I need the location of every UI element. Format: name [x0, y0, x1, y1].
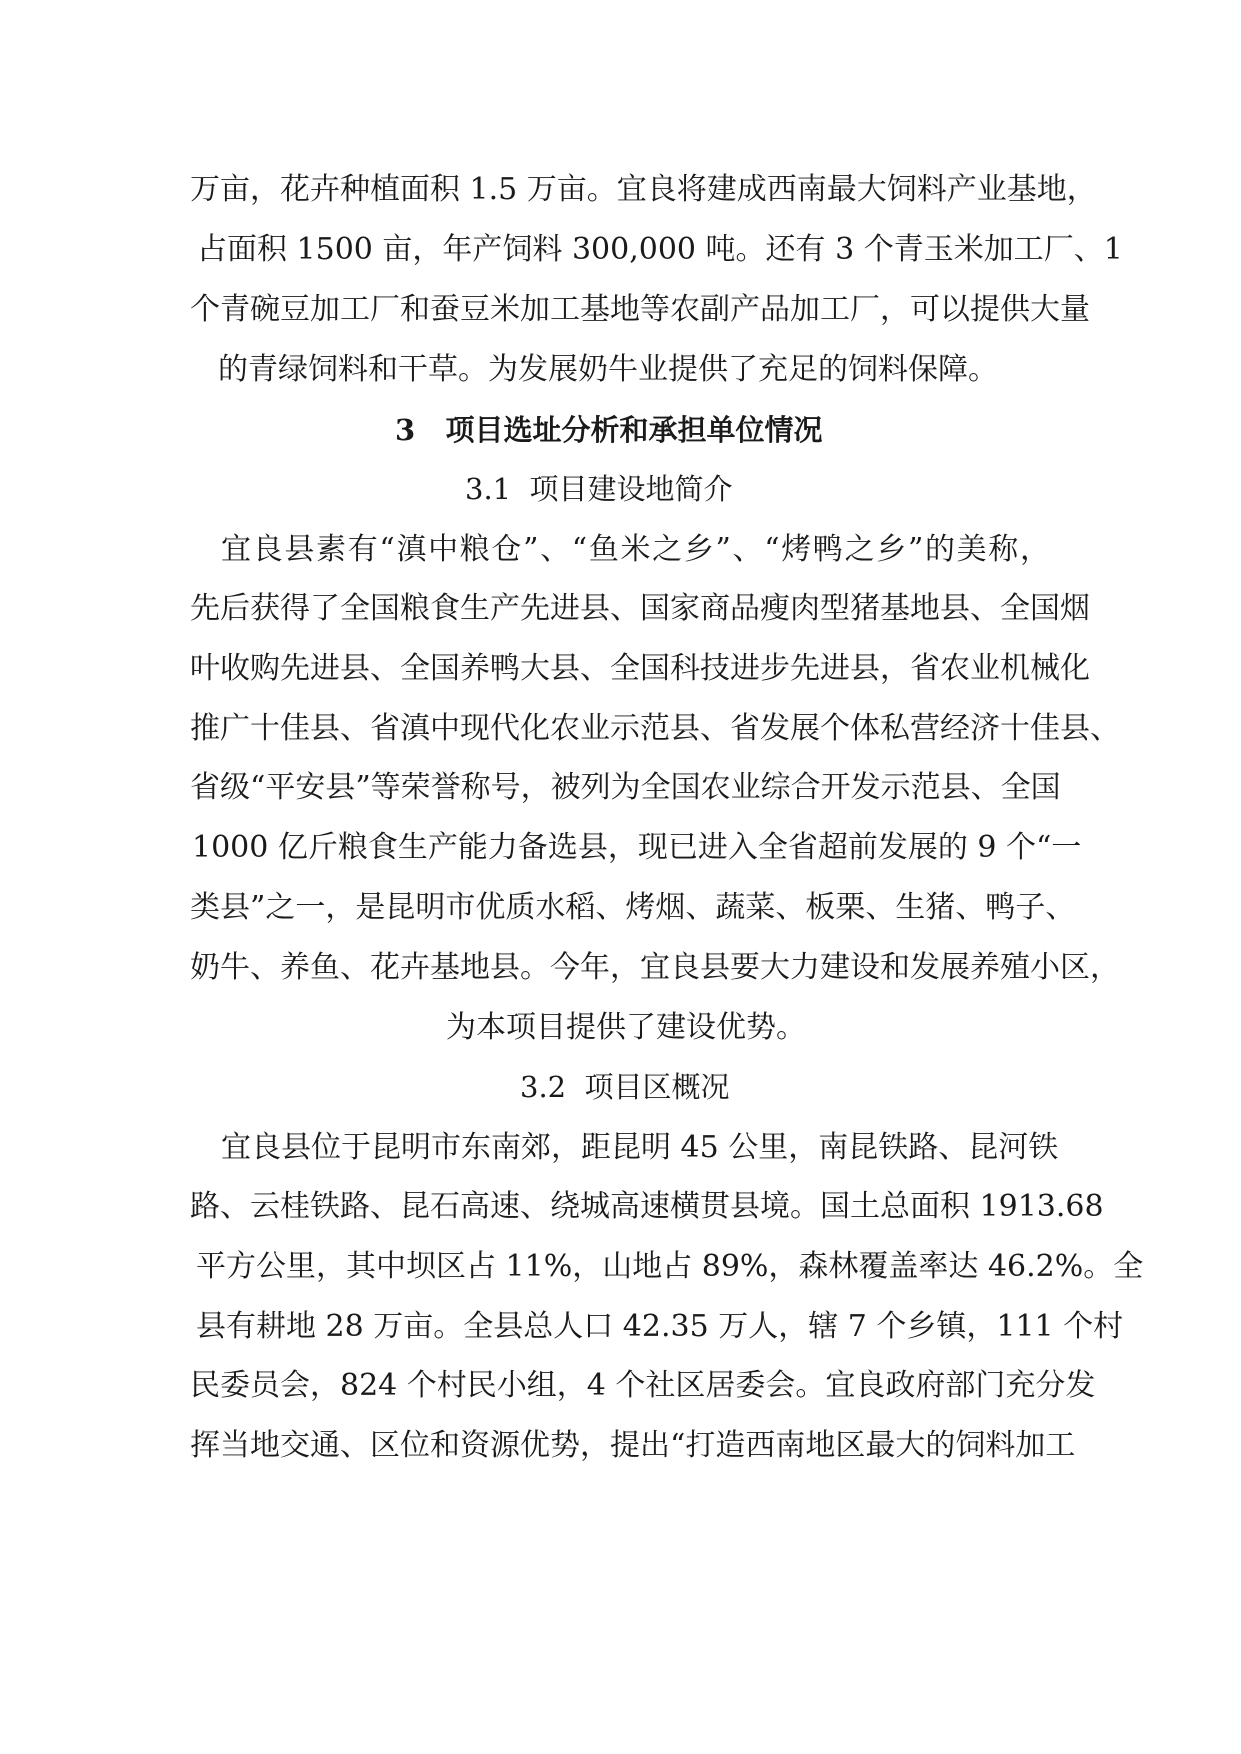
paragraph-line [0, 530, 1241, 570]
line-text: 宜良县素有“滇中粮仓”、“鱼米之乡”、“烤鸭之乡”的美称， [221, 532, 1050, 567]
line-text: 路、云桂铁路、昆石高速、绕城高速横贯县境。国土总面积 1913.68 [190, 1189, 1104, 1224]
line-text: 的青绿饲料和干草。为发展奶牛业提供了充足的饲料保障。 [218, 352, 998, 387]
paragraph-line [0, 649, 1241, 689]
paragraph-line [0, 948, 1241, 988]
line-text: 县有耕地 28 万亩。全县总人口 42.35 万人，辖 7 个乡镇，111 个村 [196, 1309, 1124, 1344]
paragraph-line [0, 828, 1241, 868]
line-text: 推广十佳县、省滇中现代化农业示范县、省发展个体私营经济十佳县、 [190, 711, 1120, 746]
heading-text: 3 项目选址分析和承担单位情况 [395, 413, 823, 447]
line-text: 民委员会，824 个村民小组，4 个社区居委会。宜良政府部门充分发 [190, 1368, 1096, 1403]
line-text: 平方公里，其中坝区占 11%，山地占 89%，森林覆盖率达 46.2%。全 [196, 1249, 1144, 1284]
paragraph-line [0, 230, 1241, 270]
line-text: 1000 亿斤粮食生产能力备选县，现已进入全省超前发展的 9 个“一 [192, 830, 1082, 865]
paragraph-line [0, 768, 1241, 808]
line-text: 省级“平安县”等荣誉称号，被列为全国农业综合开发示范县、全国 [190, 770, 1061, 805]
paragraph-line [0, 170, 1241, 210]
paragraph-line [0, 1247, 1241, 1287]
line-text: 类县”之一，是昆明市优质水稻、烤烟、蔬菜、板栗、生猪、鸭子、 [190, 890, 1076, 925]
paragraph-line [0, 1128, 1241, 1168]
heading-text: 3.1 项目建设地简介 [465, 472, 733, 506]
line-text: 奶牛、养鱼、花卉基地县。今年，宜良县要大力建设和发展养殖小区， [190, 950, 1120, 985]
paragraph-line [0, 1008, 1241, 1048]
line-text: 宜良县位于昆明市东南郊，距昆明 45 公里，南昆铁路、昆河铁 [221, 1130, 1059, 1165]
paragraph-line [0, 709, 1241, 749]
line-text: 先后获得了全国粮食生产先进县、国家商品瘦肉型猪基地县、全国烟 [190, 591, 1090, 626]
paragraph-line [0, 589, 1241, 629]
paragraph-line [0, 888, 1241, 928]
paragraph-line [0, 1187, 1241, 1227]
line-text: 为本项目提供了建设优势。 [446, 1010, 806, 1045]
subsection-heading [0, 1067, 1241, 1107]
line-text: 万亩，花卉种植面积 1.5 万亩。宜良将建成西南最大饲料产业基地， [190, 172, 1097, 207]
subsection-heading [0, 469, 1241, 509]
line-text: 挥当地交通、区位和资源优势，提出“打造西南地区最大的饲料加工 [190, 1428, 1076, 1463]
line-text: 个青碗豆加工厂和蚕豆米加工基地等农副产品加工厂，可以提供大量 [190, 292, 1090, 327]
section-heading [0, 410, 1241, 450]
paragraph-line [0, 290, 1241, 330]
paragraph-line [0, 1366, 1241, 1406]
line-text: 叶收购先进县、全国养鸭大县、全国科技进步先进县，省农业机械化 [190, 651, 1090, 686]
line-text: 占面积 1500 亩，年产饲料 300,000 吨。还有 3 个青玉米加工厂、1 [197, 232, 1123, 267]
heading-text: 3.2 项目区概况 [520, 1070, 730, 1104]
paragraph-line [0, 1307, 1241, 1347]
paragraph-line [0, 350, 1241, 390]
paragraph-line [0, 1426, 1241, 1466]
